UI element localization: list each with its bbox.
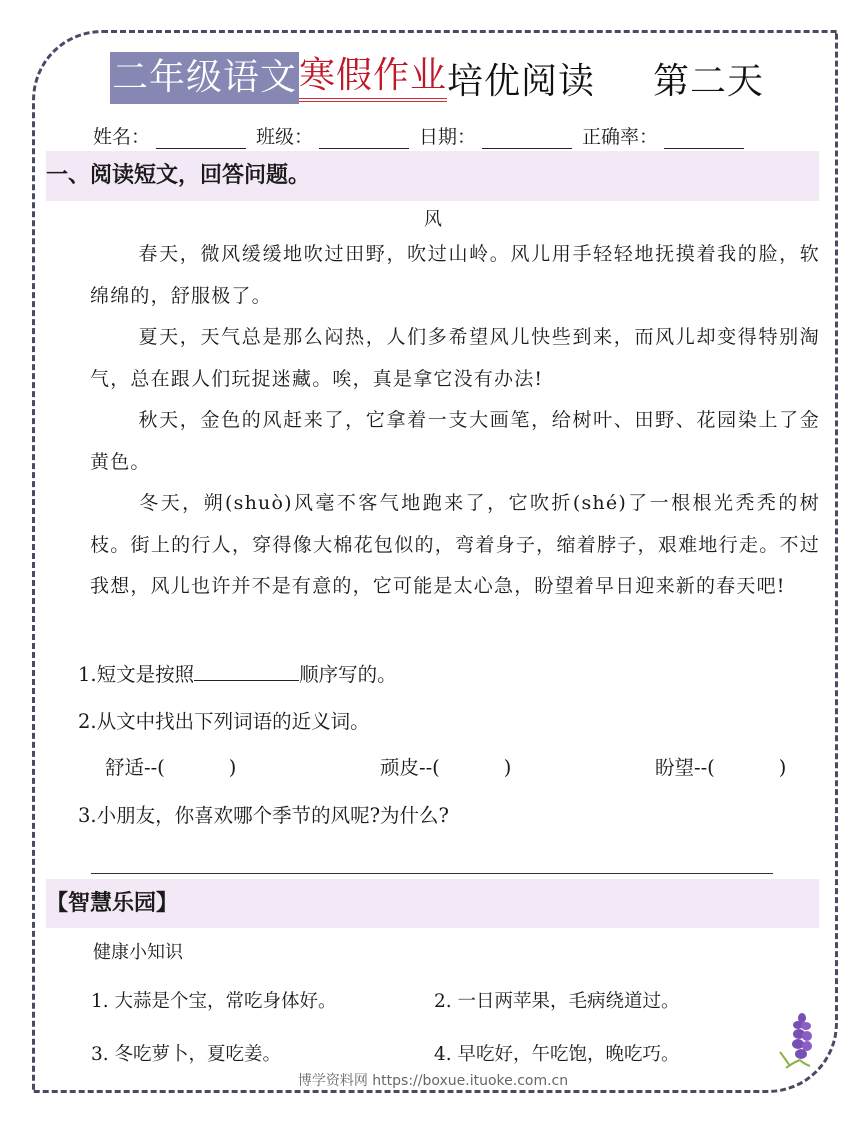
- section1-heading-band: [46, 151, 819, 201]
- paragraph-spring: 春天，微风缓缓地吹过田野，吹过山岭。风儿用手轻轻地抚摸着我的脸，软绵绵的，舒服极了。: [90, 243, 820, 307]
- class-blank[interactable]: [319, 128, 409, 149]
- student-info-row: [93, 122, 754, 149]
- accuracy-label: 正确率：: [582, 126, 659, 148]
- accuracy-field: [582, 122, 744, 149]
- name-field: [93, 122, 246, 149]
- question-3: 3.小朋友，你喜欢哪个季节的风呢?为什么?: [78, 804, 450, 827]
- synonym-comfortable: 舒适--( ): [105, 756, 237, 779]
- accuracy-blank[interactable]: [664, 128, 744, 149]
- title-winter-homework: 寒假作业: [299, 54, 447, 102]
- question-1-blank[interactable]: [194, 662, 299, 681]
- passage-title: 风: [424, 209, 442, 230]
- name-label: 姓名：: [93, 126, 151, 148]
- watermark: 博学资料网 https://boxue.ituoke.com.cn: [297, 1073, 569, 1089]
- date-field: [419, 122, 572, 149]
- class-field: [256, 122, 409, 149]
- tip-4: 4. 早吃好，午吃饱，晚吃巧。: [434, 1044, 680, 1065]
- health-tips-subtitle: 健康小知识: [93, 942, 183, 963]
- paragraph-autumn: 秋天，金色的风赶来了，它拿着一支大画笔，给树叶、田野、花园染上了金黄色。: [90, 409, 820, 473]
- date-blank[interactable]: [482, 128, 572, 149]
- synonym-hope: 盼望--( ): [655, 756, 787, 779]
- question-3-answer-line[interactable]: [91, 873, 773, 874]
- title-reading: 培优阅读: [447, 60, 596, 102]
- paragraph-summer: 夏天，天气总是那么闷热，人们多希望风儿快些到来，而风儿却变得特别淘气，总在跟人们玩捉迷藏。唉，真是拿它没有办法!: [90, 326, 820, 390]
- tip-2: 2. 一日两苹果，毛病绕道过。: [434, 991, 680, 1012]
- question-1: 1.短文是按照 顺序写的。: [78, 663, 397, 686]
- synonym-naughty: 顽皮--( ): [380, 756, 512, 779]
- title-day: 第二天: [653, 60, 765, 102]
- title-grade-subject: 二年级语文: [110, 52, 299, 104]
- name-blank[interactable]: [156, 128, 246, 149]
- section1-heading: 一、阅读短文，回答问题。: [46, 163, 311, 188]
- paragraph-winter: 冬天，朔(shuò)风毫不客气地跑来了，它吹折(shé)了一根根光秃秃的树枝。街上的行人，穿得像大棉花包似的，弯着身子，缩着脖子，艰难地行走。不过我想，风儿也许并不是有意的，它可能是太心急，盼望着早日迎来新的春天吧!: [90, 492, 820, 597]
- date-label: 日期：: [419, 126, 477, 148]
- page-title: [110, 52, 764, 104]
- class-label: 班级：: [256, 126, 314, 148]
- tip-3: 3. 冬吃萝卜，夏吃姜。: [91, 1044, 282, 1065]
- section2-heading: 【智慧乐园】: [46, 891, 179, 916]
- question-2: 2.从文中找出下列词语的近义词。: [78, 710, 370, 733]
- section2-heading-band: [46, 879, 819, 928]
- lavender-icon: [778, 1012, 820, 1074]
- tip-1: 1. 大蒜是个宝，常吃身体好。: [91, 991, 337, 1012]
